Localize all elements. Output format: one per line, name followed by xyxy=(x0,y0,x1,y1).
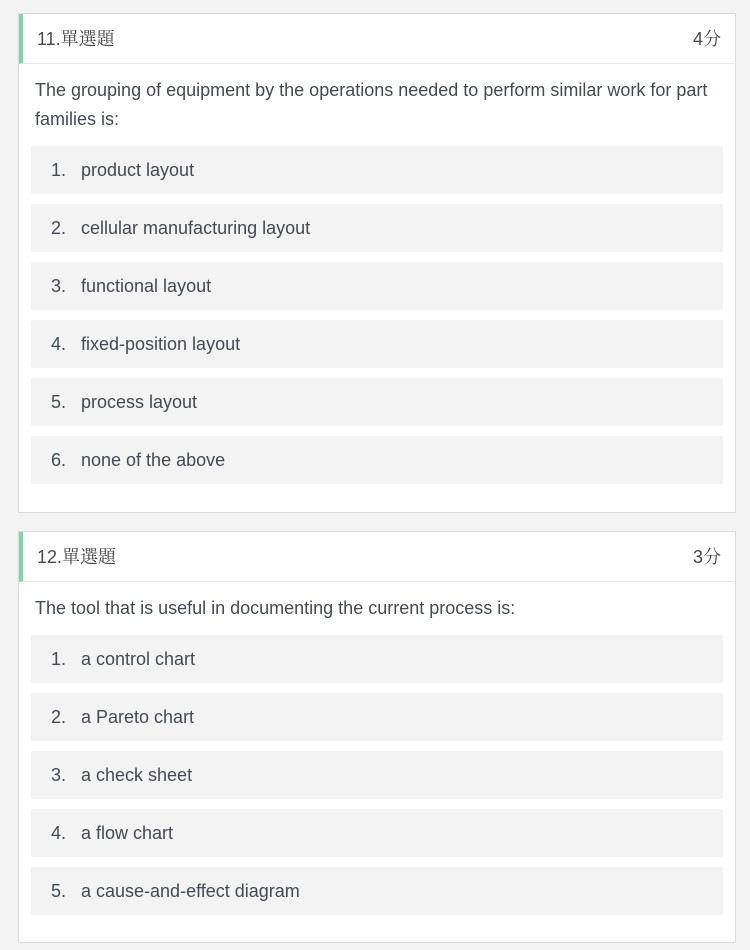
option-number: 6. xyxy=(51,449,67,470)
option-number: 4. xyxy=(51,822,67,843)
option-label: fixed-position layout xyxy=(81,333,241,354)
option-label: process layout xyxy=(81,391,198,412)
option-number: 2. xyxy=(51,706,67,727)
option-label: a cause-and-effect diagram xyxy=(81,880,300,901)
option-number: 3. xyxy=(51,764,67,785)
option-item[interactable] xyxy=(31,751,723,799)
option-label: none of the above xyxy=(81,449,226,470)
option-number: 1. xyxy=(51,648,67,669)
option-label: cellular manufacturing layout xyxy=(81,217,311,238)
question-card xyxy=(18,13,736,513)
option-number: 2. xyxy=(51,217,67,238)
option-list xyxy=(19,146,735,484)
option-item[interactable] xyxy=(31,320,723,368)
question-stem: The grouping of equipment by the operations needed to perform similar work for part families is: xyxy=(35,80,708,129)
question-score: 4分 xyxy=(692,29,721,49)
option-label: product layout xyxy=(81,159,195,180)
option-item[interactable] xyxy=(31,867,723,915)
option-list xyxy=(19,635,735,915)
option-number: 4. xyxy=(51,333,67,354)
question-header xyxy=(19,14,735,64)
option-item[interactable] xyxy=(31,693,723,741)
option-item[interactable] xyxy=(31,204,723,252)
option-number: 5. xyxy=(51,880,67,901)
option-item[interactable] xyxy=(31,378,723,426)
question-title: 12.單選題 xyxy=(37,547,117,567)
option-label: a check sheet xyxy=(81,764,193,785)
option-number: 1. xyxy=(51,159,67,180)
option-number: 5. xyxy=(51,391,67,412)
option-item[interactable] xyxy=(31,635,723,683)
option-number: 3. xyxy=(51,275,67,296)
option-label: a flow chart xyxy=(81,822,174,843)
question-score: 3分 xyxy=(692,547,721,567)
option-item[interactable] xyxy=(31,146,723,194)
question-title: 11.單選題 xyxy=(37,29,115,49)
option-label: a Pareto chart xyxy=(81,706,195,727)
question-stem: The tool that is useful in documenting the current process is: xyxy=(35,598,516,618)
question-header xyxy=(19,532,735,582)
option-item[interactable] xyxy=(31,436,723,484)
option-label: a control chart xyxy=(81,648,196,669)
option-item[interactable] xyxy=(31,809,723,857)
question-card xyxy=(18,531,736,943)
option-item[interactable] xyxy=(31,262,723,310)
option-label: functional layout xyxy=(81,275,212,296)
